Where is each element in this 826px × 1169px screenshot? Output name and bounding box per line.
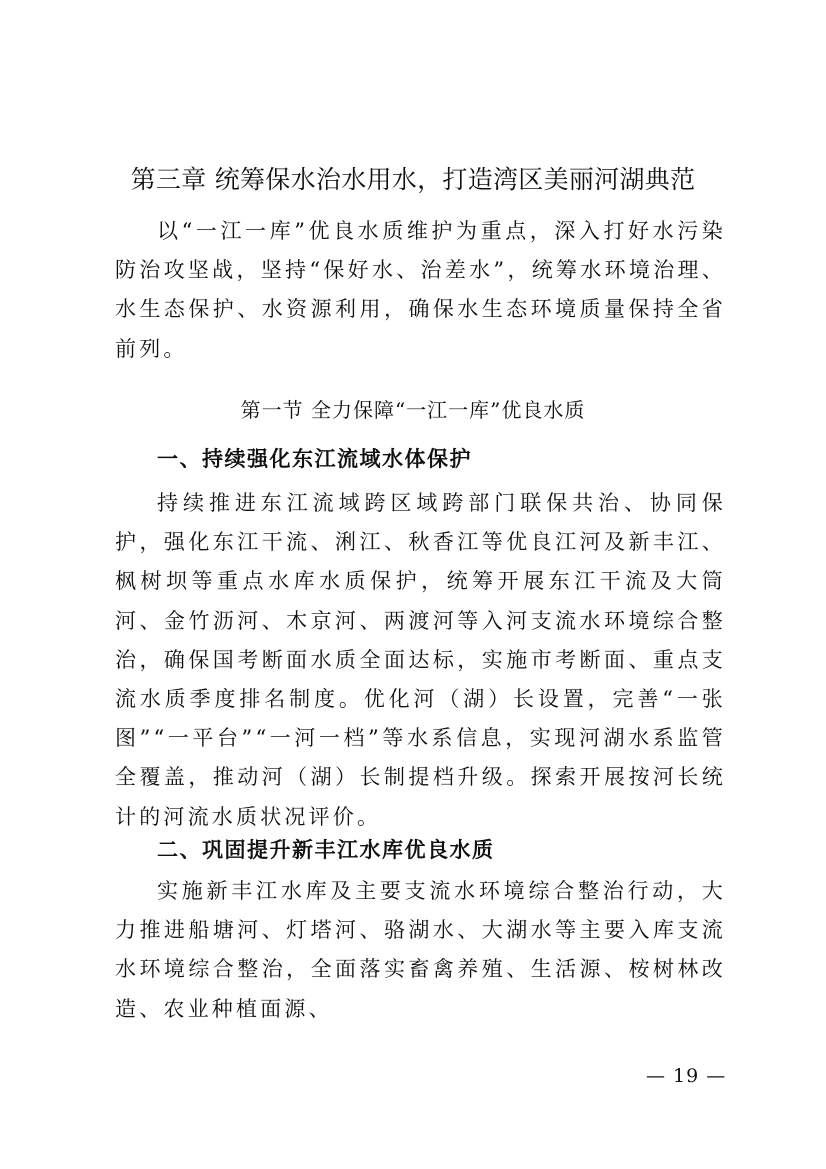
subsection-body-1: 持续推进东江流域跨区域跨部门联保共治、协同保护，强化东江干流、浰江、秋香江等优良江河及新丰江、枫树坝等重点水库水质保护，统筹开展东江干流及大筒河、金竹沥河、木京河、两渡河等入河支流水环境综合整治，确保国考断面水质全面达标，实施市考断面、重点支流水质季度排名制度。优化河（湖）长设置，完善“一张图”“一平台”“一河一档”等水系信息，实现河湖水系监管全覆盖，推动河（湖）长制提档升级。探索开展按河长统计的河流水质状况评价。: [115, 491, 726, 829]
subsection-body-2: 实施新丰江水库及主要支流水环境综合整治行动，大力推进船塘河、灯塔河、骆湖水、大湖水等主要入库支流水环境综合整治，全面落实畜禽养殖、生活源、桉树林改造、农业种植面源、: [115, 879, 726, 1021]
subsection-heading-2: 二、巩固提升新丰江水库优良水质: [157, 838, 495, 862]
subsection-heading-1: 一、持续强化东江流域水体保护: [157, 447, 472, 471]
chapter-title: 第三章 统筹保水治水用水，打造湾区美丽河湖典范: [130, 165, 696, 194]
chapter-intro-paragraph: 以“一江一库”优良水质维护为重点，深入打好水污染防治攻坚战，坚持“保好水、治差水”，统筹水环境治理、水生态保护、水资源利用，确保水生态环境质量保持全省前列。: [115, 219, 726, 361]
section-title: 第一节 全力保障“一江一库”优良水质: [240, 398, 586, 422]
page-number: — 19 —: [646, 1065, 727, 1087]
